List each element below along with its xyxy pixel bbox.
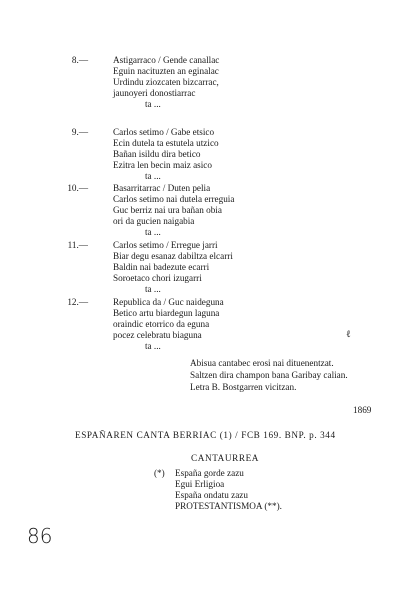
- verse-line: España ondatu zazu: [175, 490, 248, 500]
- stanza-lines: [113, 55, 219, 110]
- verse-line: Egui Erligioa: [175, 479, 225, 489]
- closing-note: [190, 357, 348, 393]
- verse-line: Soroetaco chori izugarri: [113, 273, 202, 283]
- stanza-number: 8.—: [71, 55, 88, 65]
- verse-line: PROTESTANTISMOA (**).: [175, 501, 282, 511]
- verse-line: España gorde zazu: [175, 468, 244, 478]
- verse-line: Eguin nacituzten an eginalac: [113, 66, 219, 76]
- note-line: Letra B. Bostgarren vicitzan.: [190, 382, 297, 392]
- verse-line: Astigarraco / Gende canallac: [113, 55, 220, 65]
- verse-line: Biar degu esanaz dabiltza elcarri: [113, 251, 233, 261]
- verse-line-first: [154, 468, 282, 479]
- verse-line: Carlos setimo nai dutela erreguia: [113, 194, 235, 204]
- refrain-line: ta ...: [145, 99, 161, 109]
- refrain-line: ta ...: [145, 341, 161, 351]
- verse-line: Betico artu biardegun laguna: [113, 308, 220, 318]
- refrain-line: ta ...: [145, 171, 161, 181]
- verse-line: ori da gucien naigabia: [113, 216, 195, 226]
- verse-line: Ecin dutela ta estutela utzico: [113, 138, 219, 148]
- verse-line: Republica da / Guc naideguna: [113, 297, 224, 307]
- verse-line: jaunoyeri donostiarrac: [113, 88, 196, 98]
- stanza-number: 12.—: [67, 297, 88, 307]
- year-label: 1869: [353, 405, 372, 415]
- verse-line: Urdindu ziozcaten bizcarrac,: [113, 77, 219, 87]
- footnote-mark: (*): [154, 468, 165, 478]
- verse-line: Carlos setimo / Gabe etsico: [113, 127, 215, 137]
- stanza-lines: [113, 240, 233, 295]
- note-line: Saltzen dira champon bana Garibay calian.: [190, 370, 348, 380]
- verse-line: pocez celebratu biaguna: [113, 330, 202, 340]
- verse-line: Baldin nai badezute ecarri: [113, 262, 210, 272]
- stanza-lines: [113, 297, 224, 352]
- verse-line: Carlos setimo / Erregue jarri: [113, 240, 218, 250]
- section-heading: ESPAÑAREN CANTA BERRIAC (1) / FCB 169. BNP. p. 344: [75, 430, 336, 440]
- note-line: Abisua cantabec erosi nai dituenentzat.: [190, 358, 334, 368]
- stanza-number: 11.—: [67, 240, 88, 250]
- stray-mark: ℓ: [346, 329, 351, 340]
- stanza-number: 9.—: [71, 127, 88, 137]
- stanza-lines: [113, 183, 234, 238]
- verse-line: Guc berriz nai ura bañan obia: [113, 205, 222, 215]
- verse-line: Ezitra len becin maiz asico: [113, 160, 212, 170]
- verse-line: Basarritarrac / Duten pelia: [113, 183, 211, 193]
- section-subheading: CANTAURREA: [191, 453, 260, 463]
- refrain-line: ta ...: [145, 227, 161, 237]
- refrain-line: ta ...: [145, 284, 161, 294]
- stanza-lines: [113, 127, 219, 182]
- cantaurrea-poem: [154, 468, 282, 512]
- verse-line: oraindic etorrico da eguna: [113, 319, 210, 329]
- verse-line: Bañan isildu dira betico: [113, 149, 201, 159]
- stanza-number: 10.—: [67, 183, 88, 193]
- page-number: 86: [27, 524, 53, 548]
